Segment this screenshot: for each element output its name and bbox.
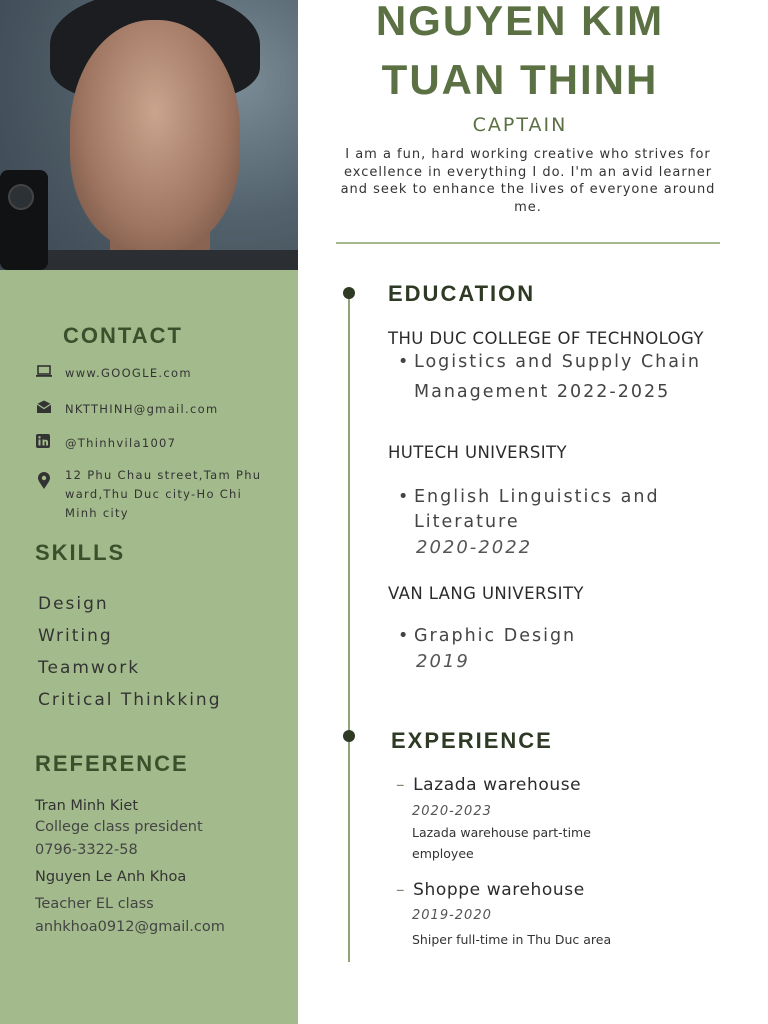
profile-photo <box>0 0 298 270</box>
bullet-icon: • <box>398 626 411 646</box>
address-line-3: Minh city <box>65 506 129 520</box>
course-line-2: Literature <box>414 512 520 532</box>
header-divider <box>336 242 720 244</box>
school-name: VAN LANG UNIVERSITY <box>388 584 584 603</box>
linkedin-text: @Thinhvila1007 <box>65 436 177 450</box>
job-desc-line-1: Shiper full-time in Thu Duc area <box>412 932 612 947</box>
website-text: www.GOOGLE.com <box>65 366 192 380</box>
skill-item: Design <box>38 594 109 614</box>
address-line-2: ward,Thu Duc city-Ho Chi <box>65 487 243 501</box>
address-line-1: 12 Phu Chau street,Tam Phu <box>65 468 262 482</box>
course-line-1: English Linguistics and <box>414 487 660 507</box>
dash-icon: – <box>396 880 406 900</box>
course-item <box>398 350 701 405</box>
contact-linkedin[interactable] <box>35 434 176 453</box>
reference-heading: REFERENCE <box>35 751 189 776</box>
course-years: 2019 <box>416 651 470 672</box>
school-name: THU DUC COLLEGE OF TECHNOLOGY <box>388 329 704 348</box>
course-line-1: Graphic Design <box>414 626 577 646</box>
contact-heading: CONTACT <box>63 323 183 348</box>
name-line-1: NGUYEN KIM <box>375 0 665 44</box>
job-name: Lazada warehouse <box>413 775 582 795</box>
reference-contact: anhkhoa0912@gmail.com <box>35 919 225 935</box>
job-title: CAPTAIN <box>472 114 568 136</box>
course-item <box>398 624 576 649</box>
reference-name: Tran Minh Kiet <box>35 798 139 814</box>
contact-address <box>35 466 261 523</box>
job-years: 2019-2020 <box>412 908 492 923</box>
laptop-icon <box>35 364 53 378</box>
skill-item: Writing <box>38 626 113 646</box>
course-years: 2020-2022 <box>416 537 533 558</box>
contact-email[interactable] <box>35 400 218 419</box>
reference-name: Nguyen Le Anh Khoa <box>35 869 187 885</box>
job-title-item <box>396 880 585 900</box>
job-name: Shoppe warehouse <box>413 880 585 900</box>
bullet-icon: • <box>398 487 411 507</box>
school-name: HUTECH UNIVERSITY <box>388 443 567 462</box>
job-title-item <box>396 775 581 795</box>
skill-item: Critical Thinkking <box>38 690 222 710</box>
bullet-icon: • <box>398 352 411 372</box>
timeline-line <box>348 292 350 962</box>
dash-icon: – <box>396 775 406 795</box>
education-heading: EDUCATION <box>388 281 536 306</box>
course-item <box>398 485 660 535</box>
experience-heading: EXPERIENCE <box>391 728 553 753</box>
job-description <box>412 822 632 864</box>
skills-heading: SKILLS <box>35 540 126 565</box>
reference-contact: 0796-3322-58 <box>35 842 138 858</box>
location-pin-icon <box>35 472 53 490</box>
job-description <box>412 929 632 950</box>
mail-icon <box>35 400 53 414</box>
skill-item: Teamwork <box>38 658 141 678</box>
linkedin-icon <box>35 434 53 448</box>
job-desc-line-1: Lazada warehouse part-time <box>412 825 591 840</box>
reference-role: College class president <box>35 819 203 835</box>
address-text <box>65 466 261 523</box>
timeline-dot <box>343 287 355 299</box>
reference-role: Teacher EL class <box>35 896 154 912</box>
job-desc-line-2: employee <box>412 846 474 861</box>
contact-website[interactable] <box>35 364 192 383</box>
timeline-dot <box>343 730 355 742</box>
name-line-2: TUAN THINH <box>381 56 659 103</box>
job-years: 2020-2023 <box>412 804 492 819</box>
bio-text: I am a fun, hard working creative who strives for excellence in everything I do. I'm an avid learner and seek to enhance the lives of everyone around me. <box>340 147 716 215</box>
course-line-1: Logistics and Supply Chain <box>414 352 701 372</box>
email-text: NKTTHINH@gmail.com <box>65 402 219 416</box>
course-line-2: Management 2022-2025 <box>414 382 671 402</box>
